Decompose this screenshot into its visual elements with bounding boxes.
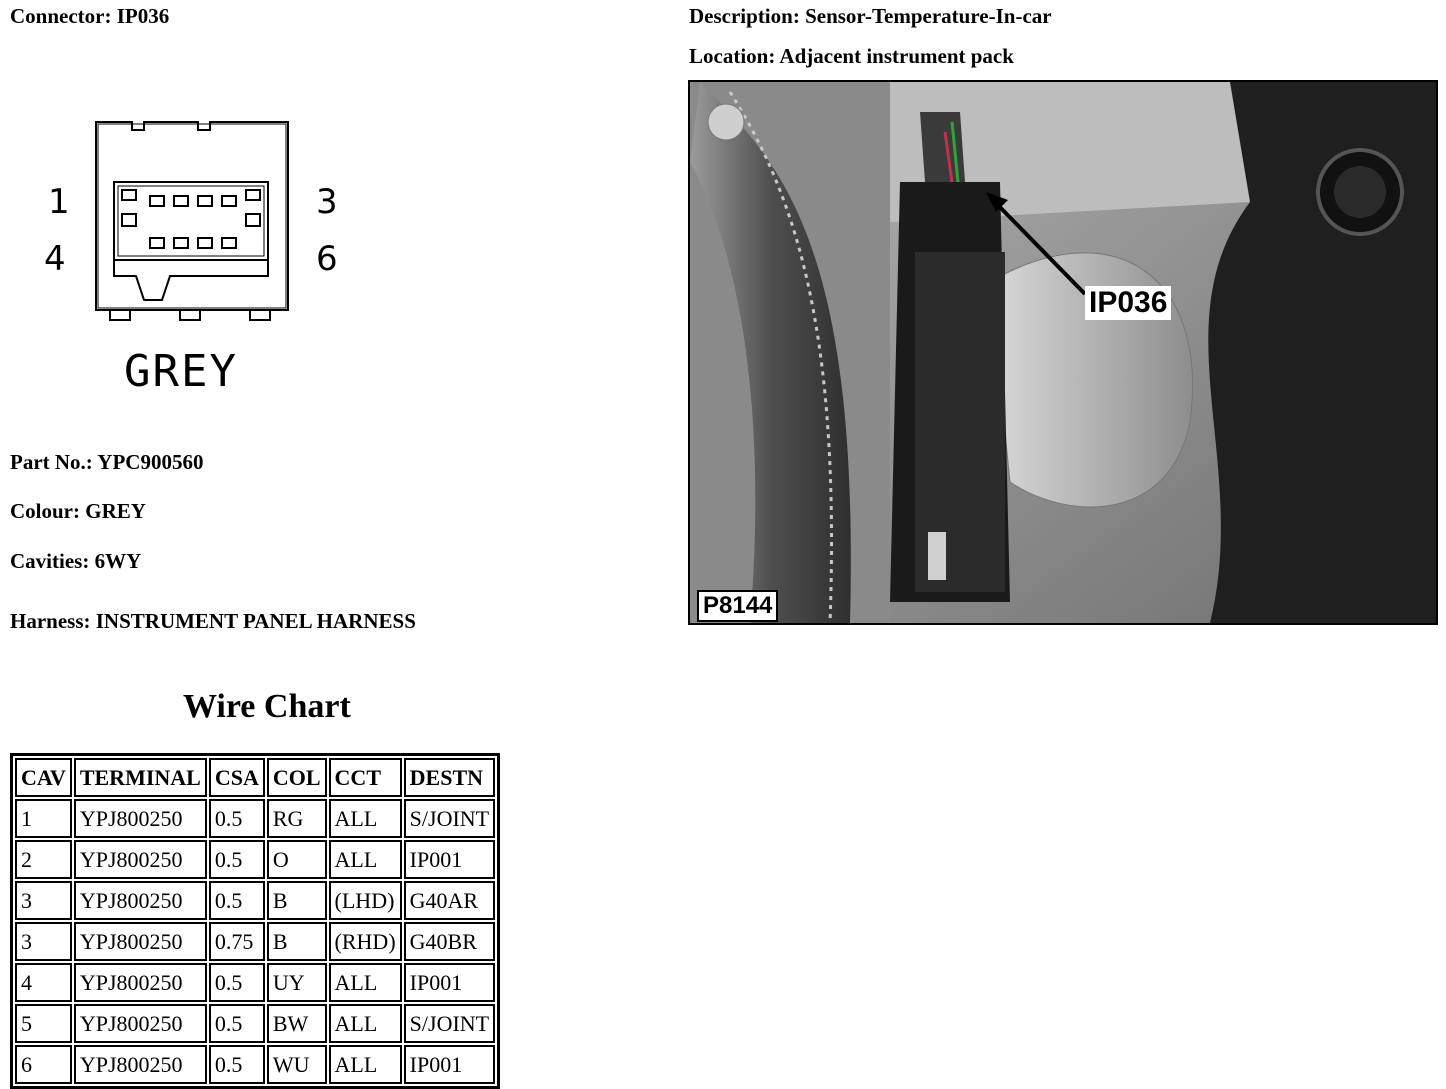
wire-chart-cell: 1	[15, 799, 72, 838]
connector-colour-caption: GREY	[124, 346, 238, 397]
wire-chart-title: Wire Chart	[183, 688, 351, 725]
wire-chart-cell: ALL	[329, 799, 402, 838]
wire-chart-cell: IP001	[404, 1045, 495, 1084]
wire-chart-column-header: TERMINAL	[74, 758, 207, 797]
wire-chart-column-header: DESTN	[404, 758, 495, 797]
wire-chart-cell: YPJ800250	[74, 1004, 207, 1043]
wire-chart-cell: O	[267, 840, 327, 879]
wire-chart-row	[15, 799, 495, 838]
wire-chart-cell: (RHD)	[329, 922, 402, 961]
cavities-label: Cavities:	[10, 549, 90, 573]
location-value: Adjacent instrument pack	[779, 44, 1014, 68]
description-label: Description:	[689, 4, 800, 28]
wire-chart-row	[15, 1045, 495, 1084]
harness-field	[10, 609, 416, 634]
wire-chart-cell: 0.5	[209, 1004, 265, 1043]
wire-chart-row	[15, 1004, 495, 1043]
wire-chart-cell: (LHD)	[329, 881, 402, 920]
wire-chart-body	[15, 799, 495, 1084]
wire-chart-cell: 0.75	[209, 922, 265, 961]
wire-chart-cell: 0.5	[209, 799, 265, 838]
wire-chart-cell: S/JOINT	[404, 799, 495, 838]
wire-chart-cell: YPJ800250	[74, 963, 207, 1002]
wire-chart-cell: S/JOINT	[404, 1004, 495, 1043]
cavities-value: 6WY	[94, 549, 142, 573]
wire-chart-cell: 4	[15, 963, 72, 1002]
pin-3-label: 3	[316, 182, 338, 222]
pin-1-label: 1	[48, 182, 70, 222]
wire-chart-cell: B	[267, 881, 327, 920]
harness-value: INSTRUMENT PANEL HARNESS	[95, 609, 416, 633]
harness-label: Harness:	[10, 609, 91, 633]
wire-chart-cell: UY	[267, 963, 327, 1002]
cavities-field	[10, 549, 141, 574]
pin-6-label: 6	[316, 239, 338, 279]
wire-chart-cell: 0.5	[209, 881, 265, 920]
colour-value: GREY	[85, 499, 146, 523]
wire-chart-cell: 0.5	[209, 840, 265, 879]
description-value: Sensor-Temperature-In-car	[805, 4, 1052, 28]
wire-chart-cell: 2	[15, 840, 72, 879]
connector-face-diagram	[40, 110, 360, 330]
wire-chart-cell: 6	[15, 1045, 72, 1084]
wire-chart-cell: YPJ800250	[74, 840, 207, 879]
connector-field	[10, 4, 169, 29]
connector-label: Connector:	[10, 4, 112, 28]
wire-chart-row	[15, 963, 495, 1002]
pin-4-label: 4	[44, 239, 66, 279]
photo-callout-label: IP036	[1085, 286, 1171, 320]
wire-chart-cell: IP001	[404, 963, 495, 1002]
wire-chart-cell: IP001	[404, 840, 495, 879]
part-no-value: YPC900560	[97, 450, 204, 474]
wire-chart-cell: BW	[267, 1004, 327, 1043]
wire-chart-row	[15, 840, 495, 879]
description-field	[689, 4, 1052, 29]
wire-chart-cell: YPJ800250	[74, 881, 207, 920]
wire-chart-cell: ALL	[329, 963, 402, 1002]
location-photo-illustration	[690, 82, 1436, 623]
wire-chart-cell: 0.5	[209, 963, 265, 1002]
location-label: Location:	[689, 44, 776, 68]
wire-chart-cell: 3	[15, 881, 72, 920]
wire-chart-cell: 0.5	[209, 1045, 265, 1084]
wire-chart-row	[15, 922, 495, 961]
connector-value: IP036	[116, 4, 170, 28]
wire-chart-cell: B	[267, 922, 327, 961]
wire-chart-column-header: COL	[267, 758, 327, 797]
wire-chart-cell: G40AR	[404, 881, 495, 920]
wire-chart-column-header: CSA	[209, 758, 265, 797]
wire-chart-column-header: CAV	[15, 758, 72, 797]
wire-chart-row	[15, 881, 495, 920]
location-field	[689, 44, 1014, 69]
wire-chart-cell: YPJ800250	[74, 922, 207, 961]
wire-chart-table	[10, 753, 500, 1089]
wire-chart-cell: ALL	[329, 1004, 402, 1043]
part-no-label: Part No.:	[10, 450, 93, 474]
wire-chart-cell: WU	[267, 1045, 327, 1084]
wire-chart-header-row	[15, 758, 495, 797]
wire-chart-cell: ALL	[329, 1045, 402, 1084]
colour-label: Colour:	[10, 499, 80, 523]
wire-chart-cell: 3	[15, 922, 72, 961]
wire-chart-cell: YPJ800250	[74, 799, 207, 838]
wire-chart-cell: G40BR	[404, 922, 495, 961]
wire-chart-column-header: CCT	[329, 758, 402, 797]
wire-chart-cell: RG	[267, 799, 327, 838]
wire-chart-cell: ALL	[329, 840, 402, 879]
colour-field	[10, 499, 146, 524]
wire-chart-cell: 5	[15, 1004, 72, 1043]
location-photo	[688, 80, 1438, 625]
wire-chart-cell: YPJ800250	[74, 1045, 207, 1084]
photo-id-label: P8144	[697, 590, 778, 622]
part-no-field	[10, 450, 203, 475]
